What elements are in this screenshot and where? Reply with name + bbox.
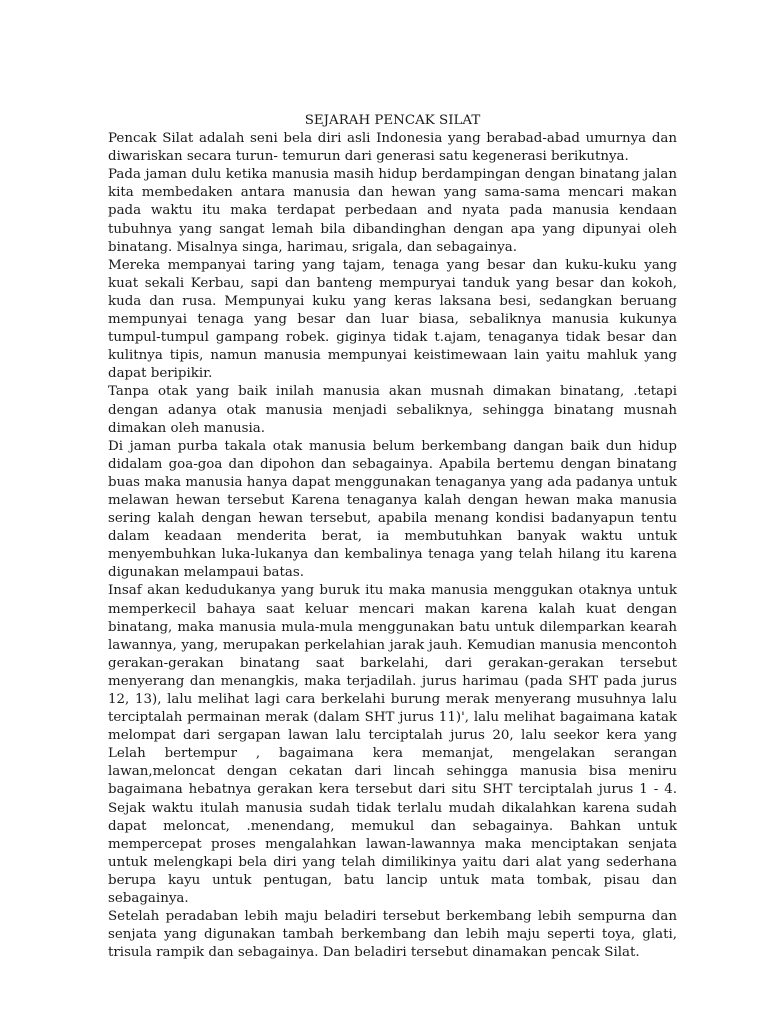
- document-body: [108, 112, 677, 962]
- paragraph-4: Tanpa otak yang baik inilah manusia akan musnah dimakan binatang, .tetapi dengan adanya otak manusia menjadi sebaliknya, sehingga binatang musnah dimakan oleh manusia.: [108, 384, 677, 436]
- paragraph-2: Pada jaman dulu ketika manusia masih hidup berdampingan dengan binatang jalan kita membedaken antara manusia dan hewan yang sama-sama mencari makan pada waktu itu maka terdapat perbedaan and nyata pada manusia kendaan tubuhnya yang sangat lemah bila dibandinghan dengan apa yang dipunyai oleh binatang. Misalnya singa, harimau, srigala, dan sebagainya.: [108, 167, 677, 255]
- paragraph-3: Mereka mempanyai taring yang tajam, tenaga yang besar dan kuku-kuku yang kuat sekali Kerbau, sapi dan banteng mempuryai tanduk yang besar dan kokoh, kuda dan rusa. Mempunyai kuku yang keras laksana besi, sedangkan beruang mempunyai tenaga yang besar dan luar biasa, sebaliknya manusia kukunya tumpul-tumpul gampang robek. giginya tidak t.ajam, tenaganya tidak besar dan kulitnya tipis, namun manusia mempunyai keistimewaan lain yaitu mahluk yang dapat beripikir.: [108, 257, 677, 382]
- paragraph-5: Di jaman purba takala otak manusia belum berkembang dangan baik dun hidup didalam goa-goa dan dipohon dan sebagainya. Apabila bertemu dengan binatang buas maka manusia hanya dapat menggunakan tenaganya yang ada padanya untuk melawan hewan tersebut Karena tenaganya kalah dengan hewan maka manusia sering kalah dengan hewan tersebut, apabila menang kondisi badanyapun tentu dalam keadaan menderita berat, ia membutuhkan banyak waktu untuk menyembuhkan luka-lukanya dan kembalinya tenaga yang telah hilang itu karena digunakan melampaui batas.: [108, 438, 677, 581]
- paragraph-1: Pencak Silat adalah seni bela diri asli Indonesia yang berabad-abad umurnya dan diwariskan secara turun- temurun dari generasi satu kegenerasi berikutnya.: [108, 131, 677, 165]
- paragraph-6: Insaf akan kedudukanya yang buruk itu maka manusia menggukan otaknya untuk memperkecil bahaya saat keluar mencari makan karena kalah kuat dengan binatang, maka manusia mula-mula menggunakan batu untuk dilemparkan kearah lawannya, yang, merupakan perkelahian jarak jauh. Kemudian manusia mencontoh gerakan-gerakan binatang saat barkelahi, dari gerakan-gerakan tersebut menyerang dan menangkis, maka terjadilah. jurus harimau (pada SHT pada jurus 12, 13), lalu melihat lagi cara berkelahi burung merak menyerang musuhnya lalu terciptalah permainan merak (dalam SHT jurus 11)', lalu melihat bagaimana katak melompat dari sergapan lawan lalu terciptalah jurus 20, lalu seekor kera yang Lelah bertempur , bagaimana kera memanjat, mengelakan serangan lawan,meloncat dengan cekatan dari lincah sehingga manusia bisa meniru bagaimana hebatnya gerakan kera tersebut dari situ SHT terciptalah jurus 1 - 4. Sejak waktu itulah manusia sudah tidak terlalu mudah dikalahkan karena sudah dapat meloncat, .menendang, memukul dan sebagainya. Bahkan untuk mempercepat proses mengalahkan lawan-lawannya maka menciptakan senjata untuk melengkapi bela diri yang telah dimilikinya yaitu dari alat yang sederhana berupa kayu untuk pentugan, batu lancip untuk mata tombak, pisau dan sebagainya.: [108, 583, 677, 907]
- paragraph-7: Setelah peradaban lebih maju beladiri tersebut berkembang lebih sempurna dan senjata yang digunakan tambah berkembang dan lebih maju seperti toya, glati, trisula rampik dan sebagainya. Dan beladiri tersebut dinamakan pencak Silat.: [108, 909, 677, 961]
- document-title: SEJARAH PENCAK SILAT: [304, 113, 481, 128]
